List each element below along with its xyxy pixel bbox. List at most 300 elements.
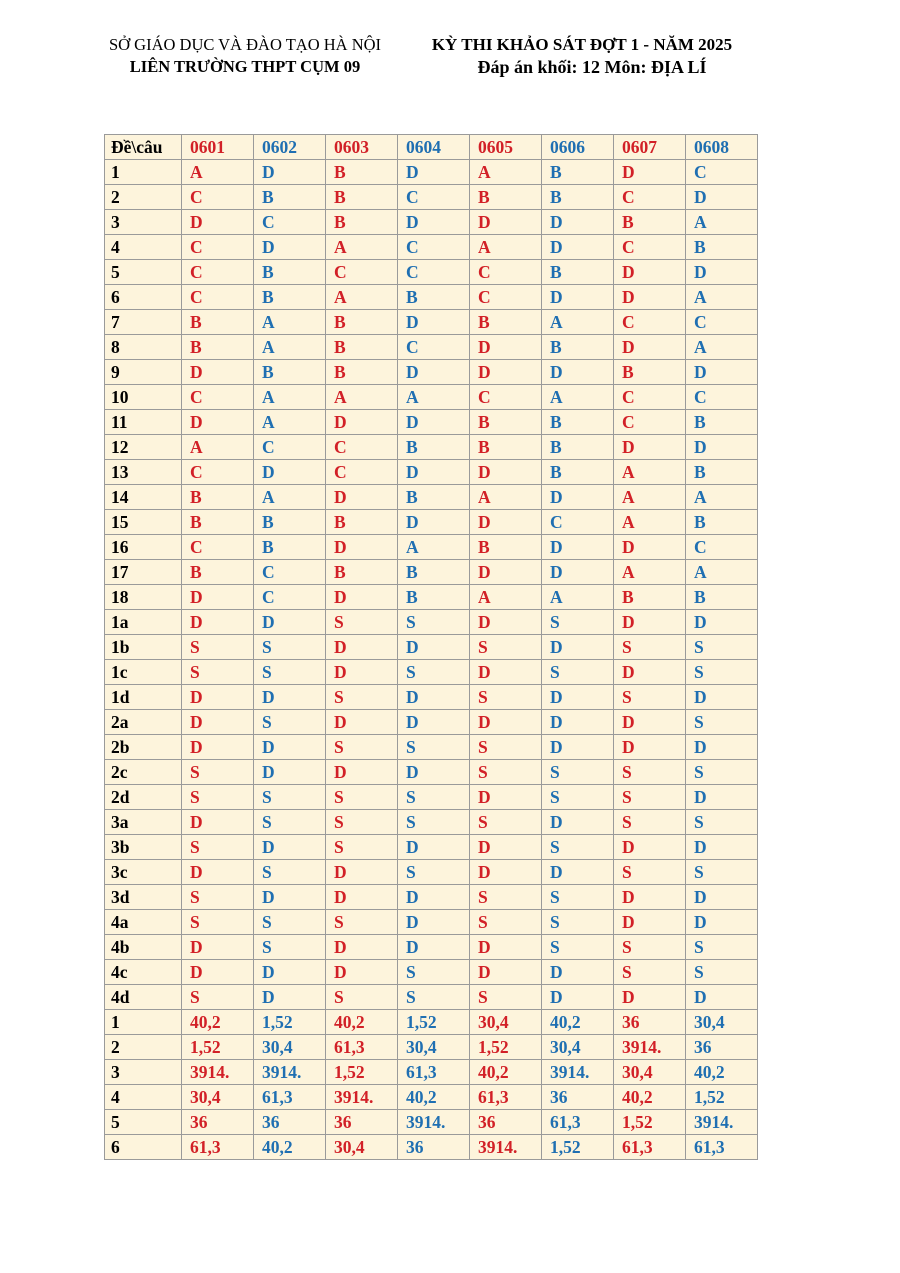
answer-cell: D	[542, 810, 614, 835]
answer-cell: S	[254, 785, 326, 810]
answer-cell: D	[398, 685, 470, 710]
answer-cell: D	[182, 585, 254, 610]
answer-cell: S	[686, 660, 758, 685]
answer-cell: D	[326, 760, 398, 785]
question-label: 4c	[105, 960, 182, 985]
answer-cell: D	[254, 610, 326, 635]
answer-cell: 61,3	[254, 1085, 326, 1110]
question-label: 1b	[105, 635, 182, 660]
answer-cell: D	[686, 435, 758, 460]
question-label: 1	[105, 160, 182, 185]
answer-cell: D	[686, 985, 758, 1010]
answer-cell: D	[254, 160, 326, 185]
answer-cell: D	[614, 735, 686, 760]
answer-cell: C	[686, 310, 758, 335]
question-label: 2a	[105, 710, 182, 735]
table-row	[105, 835, 758, 860]
answer-cell: D	[398, 210, 470, 235]
answer-cell: C	[182, 285, 254, 310]
answer-cell: D	[326, 660, 398, 685]
answer-cell: D	[182, 410, 254, 435]
answer-cell: S	[614, 810, 686, 835]
answer-cell: S	[470, 635, 542, 660]
table-row	[105, 985, 758, 1010]
answer-cell: A	[542, 310, 614, 335]
table-row	[105, 435, 758, 460]
answer-cell: A	[686, 210, 758, 235]
answer-cell: S	[398, 660, 470, 685]
answer-cell: S	[326, 735, 398, 760]
table-row	[105, 960, 758, 985]
table-row	[105, 910, 758, 935]
answer-cell: D	[470, 560, 542, 585]
answer-cell: D	[614, 835, 686, 860]
answer-cell: 40,2	[614, 1085, 686, 1110]
answer-cell: D	[398, 410, 470, 435]
answer-cell: B	[398, 585, 470, 610]
question-label: 4b	[105, 935, 182, 960]
table-row	[105, 760, 758, 785]
answer-cell: D	[470, 660, 542, 685]
answer-cell: A	[614, 510, 686, 535]
answer-cell: 61,3	[542, 1110, 614, 1135]
answer-cell: A	[326, 285, 398, 310]
table-row	[105, 235, 758, 260]
answer-cell: C	[686, 535, 758, 560]
answer-cell: C	[182, 185, 254, 210]
answer-cell: D	[686, 360, 758, 385]
question-label: 2b	[105, 735, 182, 760]
answer-cell: S	[182, 635, 254, 660]
answer-cell: 3914.	[254, 1060, 326, 1085]
answer-cell: B	[542, 185, 614, 210]
answer-cell: D	[542, 560, 614, 585]
answer-cell: B	[182, 510, 254, 535]
answer-cell: C	[254, 585, 326, 610]
answer-cell: D	[182, 960, 254, 985]
answer-cell: 40,2	[686, 1060, 758, 1085]
answer-cell: D	[470, 360, 542, 385]
answer-cell: D	[686, 610, 758, 635]
answer-cell: S	[470, 885, 542, 910]
answer-cell: D	[326, 485, 398, 510]
answer-cell: C	[182, 385, 254, 410]
answer-cell: D	[254, 460, 326, 485]
answer-key-subject: Đáp án khối: 12 Môn: ĐỊA LÍ	[477, 57, 707, 77]
answer-cell: S	[326, 785, 398, 810]
answer-cell: S	[542, 885, 614, 910]
table-row	[105, 460, 758, 485]
question-label: 4d	[105, 985, 182, 1010]
answer-cell: C	[182, 535, 254, 560]
question-label: 3	[105, 210, 182, 235]
answer-cell: S	[686, 810, 758, 835]
answer-cell: S	[398, 860, 470, 885]
answer-cell: A	[470, 235, 542, 260]
answer-cell: D	[614, 660, 686, 685]
answer-cell: S	[254, 635, 326, 660]
answer-cell: S	[470, 760, 542, 785]
answer-cell: B	[326, 185, 398, 210]
question-label: 3	[105, 1060, 182, 1085]
table-row	[105, 210, 758, 235]
answer-cell: C	[182, 235, 254, 260]
answer-cell: D	[182, 685, 254, 710]
corner-header: Đề\câu	[105, 135, 182, 160]
answer-cell: D	[542, 535, 614, 560]
answer-cell: A	[614, 560, 686, 585]
answer-cell: 1,52	[470, 1035, 542, 1060]
answer-cell: A	[686, 560, 758, 585]
answer-cell: C	[398, 335, 470, 360]
answer-cell: A	[398, 535, 470, 560]
question-label: 10	[105, 385, 182, 410]
answer-cell: D	[398, 885, 470, 910]
answer-cell: B	[326, 560, 398, 585]
answer-cell: B	[470, 310, 542, 335]
exam-code-header: 0605	[470, 135, 542, 160]
answer-cell: B	[686, 410, 758, 435]
answer-cell: 36	[398, 1135, 470, 1160]
answer-cell: 40,2	[470, 1060, 542, 1085]
answer-cell: D	[182, 710, 254, 735]
answer-cell: D	[398, 460, 470, 485]
table-row	[105, 410, 758, 435]
answer-cell: C	[470, 285, 542, 310]
answer-cell: A	[254, 310, 326, 335]
answer-cell: D	[182, 360, 254, 385]
answer-cell: D	[614, 985, 686, 1010]
answer-cell: D	[542, 960, 614, 985]
answer-cell: 36	[614, 1010, 686, 1035]
answer-cell: 3914.	[182, 1060, 254, 1085]
answer-cell: 40,2	[182, 1010, 254, 1035]
answer-cell: C	[614, 235, 686, 260]
answer-cell: D	[542, 485, 614, 510]
table-row	[105, 810, 758, 835]
question-label: 12	[105, 435, 182, 460]
answer-cell: B	[326, 360, 398, 385]
question-label: 17	[105, 560, 182, 585]
table-row	[105, 510, 758, 535]
table-row	[105, 935, 758, 960]
answer-cell: 36	[470, 1110, 542, 1135]
question-label: 6	[105, 1135, 182, 1160]
table-row	[105, 560, 758, 585]
answer-cell: D	[614, 285, 686, 310]
answer-cell: 1,52	[614, 1110, 686, 1135]
answer-cell: D	[686, 735, 758, 760]
answer-cell: D	[470, 335, 542, 360]
answer-cell: 30,4	[542, 1035, 614, 1060]
answer-cell: S	[182, 835, 254, 860]
answer-cell: S	[542, 935, 614, 960]
answer-cell: S	[470, 910, 542, 935]
answer-cell: D	[542, 860, 614, 885]
answer-cell: S	[398, 610, 470, 635]
answer-cell: D	[182, 210, 254, 235]
answer-cell: B	[182, 560, 254, 585]
question-label: 1c	[105, 660, 182, 685]
answer-cell: A	[542, 585, 614, 610]
answer-cell: C	[254, 435, 326, 460]
exam-code-header: 0607	[614, 135, 686, 160]
answer-cell: D	[614, 535, 686, 560]
answer-cell: 30,4	[182, 1085, 254, 1110]
answer-cell: 30,4	[614, 1060, 686, 1085]
answer-cell: 30,4	[254, 1035, 326, 1060]
answer-cell: A	[254, 485, 326, 510]
answer-cell: S	[686, 760, 758, 785]
answer-cell: 40,2	[398, 1085, 470, 1110]
question-label: 1a	[105, 610, 182, 635]
table-row	[105, 310, 758, 335]
table-row	[105, 260, 758, 285]
answer-cell: D	[614, 160, 686, 185]
answer-cell: D	[542, 685, 614, 710]
answer-cell: D	[542, 710, 614, 735]
answer-cell: 61,3	[614, 1135, 686, 1160]
exam-code-header: 0601	[182, 135, 254, 160]
answer-cell: D	[254, 760, 326, 785]
answer-cell: B	[470, 185, 542, 210]
answer-cell: B	[614, 585, 686, 610]
answer-cell: A	[182, 435, 254, 460]
exam-title: KỲ THI KHẢO SÁT ĐỢT 1 - NĂM 2025	[431, 35, 733, 54]
answer-cell: D	[614, 260, 686, 285]
answer-cell: D	[182, 735, 254, 760]
answer-cell: B	[326, 160, 398, 185]
question-label: 2c	[105, 760, 182, 785]
answer-cell: C	[686, 385, 758, 410]
answer-cell: D	[614, 885, 686, 910]
question-label: 11	[105, 410, 182, 435]
school-cluster-name: LIÊN TRƯỜNG THPT CỤM 09	[129, 57, 361, 76]
table-row	[105, 635, 758, 660]
table-row	[105, 735, 758, 760]
table-row	[105, 610, 758, 635]
answer-cell: 3914.	[614, 1035, 686, 1060]
answer-cell: S	[614, 935, 686, 960]
answer-cell: B	[542, 335, 614, 360]
table-row	[105, 710, 758, 735]
answer-cell: S	[182, 910, 254, 935]
school-header	[80, 34, 410, 78]
answer-cell: D	[326, 710, 398, 735]
answer-cell: S	[470, 735, 542, 760]
answer-cell: D	[542, 285, 614, 310]
answer-cell: C	[254, 210, 326, 235]
answer-cell: A	[614, 485, 686, 510]
answer-cell: B	[542, 410, 614, 435]
answer-cell: B	[326, 210, 398, 235]
question-label: 13	[105, 460, 182, 485]
answer-cell: C	[470, 385, 542, 410]
answer-cell: D	[326, 885, 398, 910]
table-row	[105, 685, 758, 710]
answer-cell: S	[542, 785, 614, 810]
answer-cell: D	[398, 310, 470, 335]
answer-cell: S	[614, 760, 686, 785]
answer-cell: D	[326, 410, 398, 435]
answer-cell: D	[326, 585, 398, 610]
answer-cell: D	[542, 235, 614, 260]
answer-cell: S	[470, 985, 542, 1010]
answer-cell: C	[686, 160, 758, 185]
answer-cell: C	[326, 460, 398, 485]
table-row	[105, 785, 758, 810]
exam-code-header: 0602	[254, 135, 326, 160]
answer-cell: D	[470, 860, 542, 885]
answer-cell: D	[470, 510, 542, 535]
answer-cell: S	[398, 985, 470, 1010]
answer-cell: S	[254, 860, 326, 885]
question-label: 5	[105, 260, 182, 285]
answer-cell: B	[542, 460, 614, 485]
answer-cell: D	[470, 610, 542, 635]
answer-cell: 30,4	[470, 1010, 542, 1035]
answer-cell: 61,3	[326, 1035, 398, 1060]
answer-cell: D	[326, 960, 398, 985]
answer-cell: D	[686, 910, 758, 935]
question-label: 8	[105, 335, 182, 360]
header-row	[105, 135, 758, 160]
answer-cell: C	[470, 260, 542, 285]
answer-cell: B	[254, 360, 326, 385]
answer-cell: 3914.	[542, 1060, 614, 1085]
answer-cell: A	[254, 335, 326, 360]
answer-cell: D	[398, 835, 470, 860]
question-label: 4	[105, 235, 182, 260]
answer-cell: 36	[182, 1110, 254, 1135]
question-label: 3a	[105, 810, 182, 835]
answer-cell: S	[398, 960, 470, 985]
answer-cell: S	[614, 785, 686, 810]
department-name: SỞ GIÁO DỤC VÀ ĐÀO TẠO HÀ NỘI	[108, 35, 382, 54]
question-label: 2	[105, 1035, 182, 1060]
answer-cell: B	[686, 235, 758, 260]
answer-cell: D	[686, 260, 758, 285]
answer-cell: B	[182, 485, 254, 510]
answer-cell: B	[182, 310, 254, 335]
answer-cell: 36	[686, 1035, 758, 1060]
answer-cell: A	[686, 285, 758, 310]
answer-cell: D	[686, 885, 758, 910]
table-row	[105, 1060, 758, 1085]
answer-cell: 3914.	[470, 1135, 542, 1160]
answer-cell: S	[254, 935, 326, 960]
answer-cell: S	[182, 885, 254, 910]
answer-cell: D	[542, 210, 614, 235]
exam-header	[412, 34, 752, 78]
answer-cell: 1,52	[686, 1085, 758, 1110]
answer-cell: D	[470, 935, 542, 960]
answer-cell: 3914.	[398, 1110, 470, 1135]
answer-cell: A	[398, 385, 470, 410]
question-label: 1d	[105, 685, 182, 710]
answer-cell: D	[686, 835, 758, 860]
answer-cell: D	[470, 960, 542, 985]
answer-cell: S	[326, 610, 398, 635]
answer-cell: S	[398, 735, 470, 760]
answer-cell: S	[686, 860, 758, 885]
answer-cell: 40,2	[254, 1135, 326, 1160]
answer-cell: B	[686, 510, 758, 535]
answer-cell: S	[326, 685, 398, 710]
answer-key-table	[104, 134, 758, 1160]
answer-cell: B	[470, 435, 542, 460]
question-label: 3b	[105, 835, 182, 860]
answer-cell: D	[686, 785, 758, 810]
question-label: 3c	[105, 860, 182, 885]
answer-cell: D	[182, 810, 254, 835]
answer-cell: A	[182, 160, 254, 185]
answer-cell: S	[398, 785, 470, 810]
answer-cell: B	[254, 285, 326, 310]
answer-cell: B	[614, 210, 686, 235]
answer-cell: B	[254, 510, 326, 535]
answer-cell: D	[326, 860, 398, 885]
answer-cell: D	[398, 760, 470, 785]
answer-cell: D	[470, 785, 542, 810]
answer-cell: S	[470, 810, 542, 835]
exam-code-header: 0603	[326, 135, 398, 160]
answer-cell: C	[614, 385, 686, 410]
answer-cell: D	[542, 985, 614, 1010]
answer-cell: D	[254, 985, 326, 1010]
answer-cell: C	[398, 185, 470, 210]
answer-cell: A	[614, 460, 686, 485]
answer-cell: C	[398, 235, 470, 260]
answer-cell: B	[254, 185, 326, 210]
answer-cell: 3914.	[686, 1110, 758, 1135]
question-label: 16	[105, 535, 182, 560]
answer-cell: C	[326, 260, 398, 285]
answer-cell: C	[182, 260, 254, 285]
answer-cell: A	[470, 160, 542, 185]
table-row	[105, 860, 758, 885]
answer-cell: A	[542, 385, 614, 410]
answer-cell: D	[470, 460, 542, 485]
question-label: 2	[105, 185, 182, 210]
answer-cell: A	[470, 585, 542, 610]
table-row	[105, 1085, 758, 1110]
answer-cell: S	[470, 685, 542, 710]
table-row	[105, 285, 758, 310]
exam-code-header: 0606	[542, 135, 614, 160]
answer-cell: D	[686, 185, 758, 210]
answer-cell: D	[254, 960, 326, 985]
answer-cell: B	[470, 410, 542, 435]
answer-cell: S	[686, 710, 758, 735]
answer-cell: D	[542, 735, 614, 760]
answer-cell: A	[254, 410, 326, 435]
answer-cell: A	[326, 385, 398, 410]
answer-cell: S	[326, 985, 398, 1010]
question-label: 7	[105, 310, 182, 335]
exam-code-header: 0604	[398, 135, 470, 160]
answer-cell: D	[614, 610, 686, 635]
question-label: 6	[105, 285, 182, 310]
answer-cell: B	[470, 535, 542, 560]
answer-cell: D	[470, 710, 542, 735]
answer-cell: S	[542, 835, 614, 860]
answer-cell: S	[182, 985, 254, 1010]
answer-cell: B	[542, 260, 614, 285]
answer-cell: B	[398, 485, 470, 510]
answer-cell: 36	[326, 1110, 398, 1135]
answer-cell: C	[614, 310, 686, 335]
